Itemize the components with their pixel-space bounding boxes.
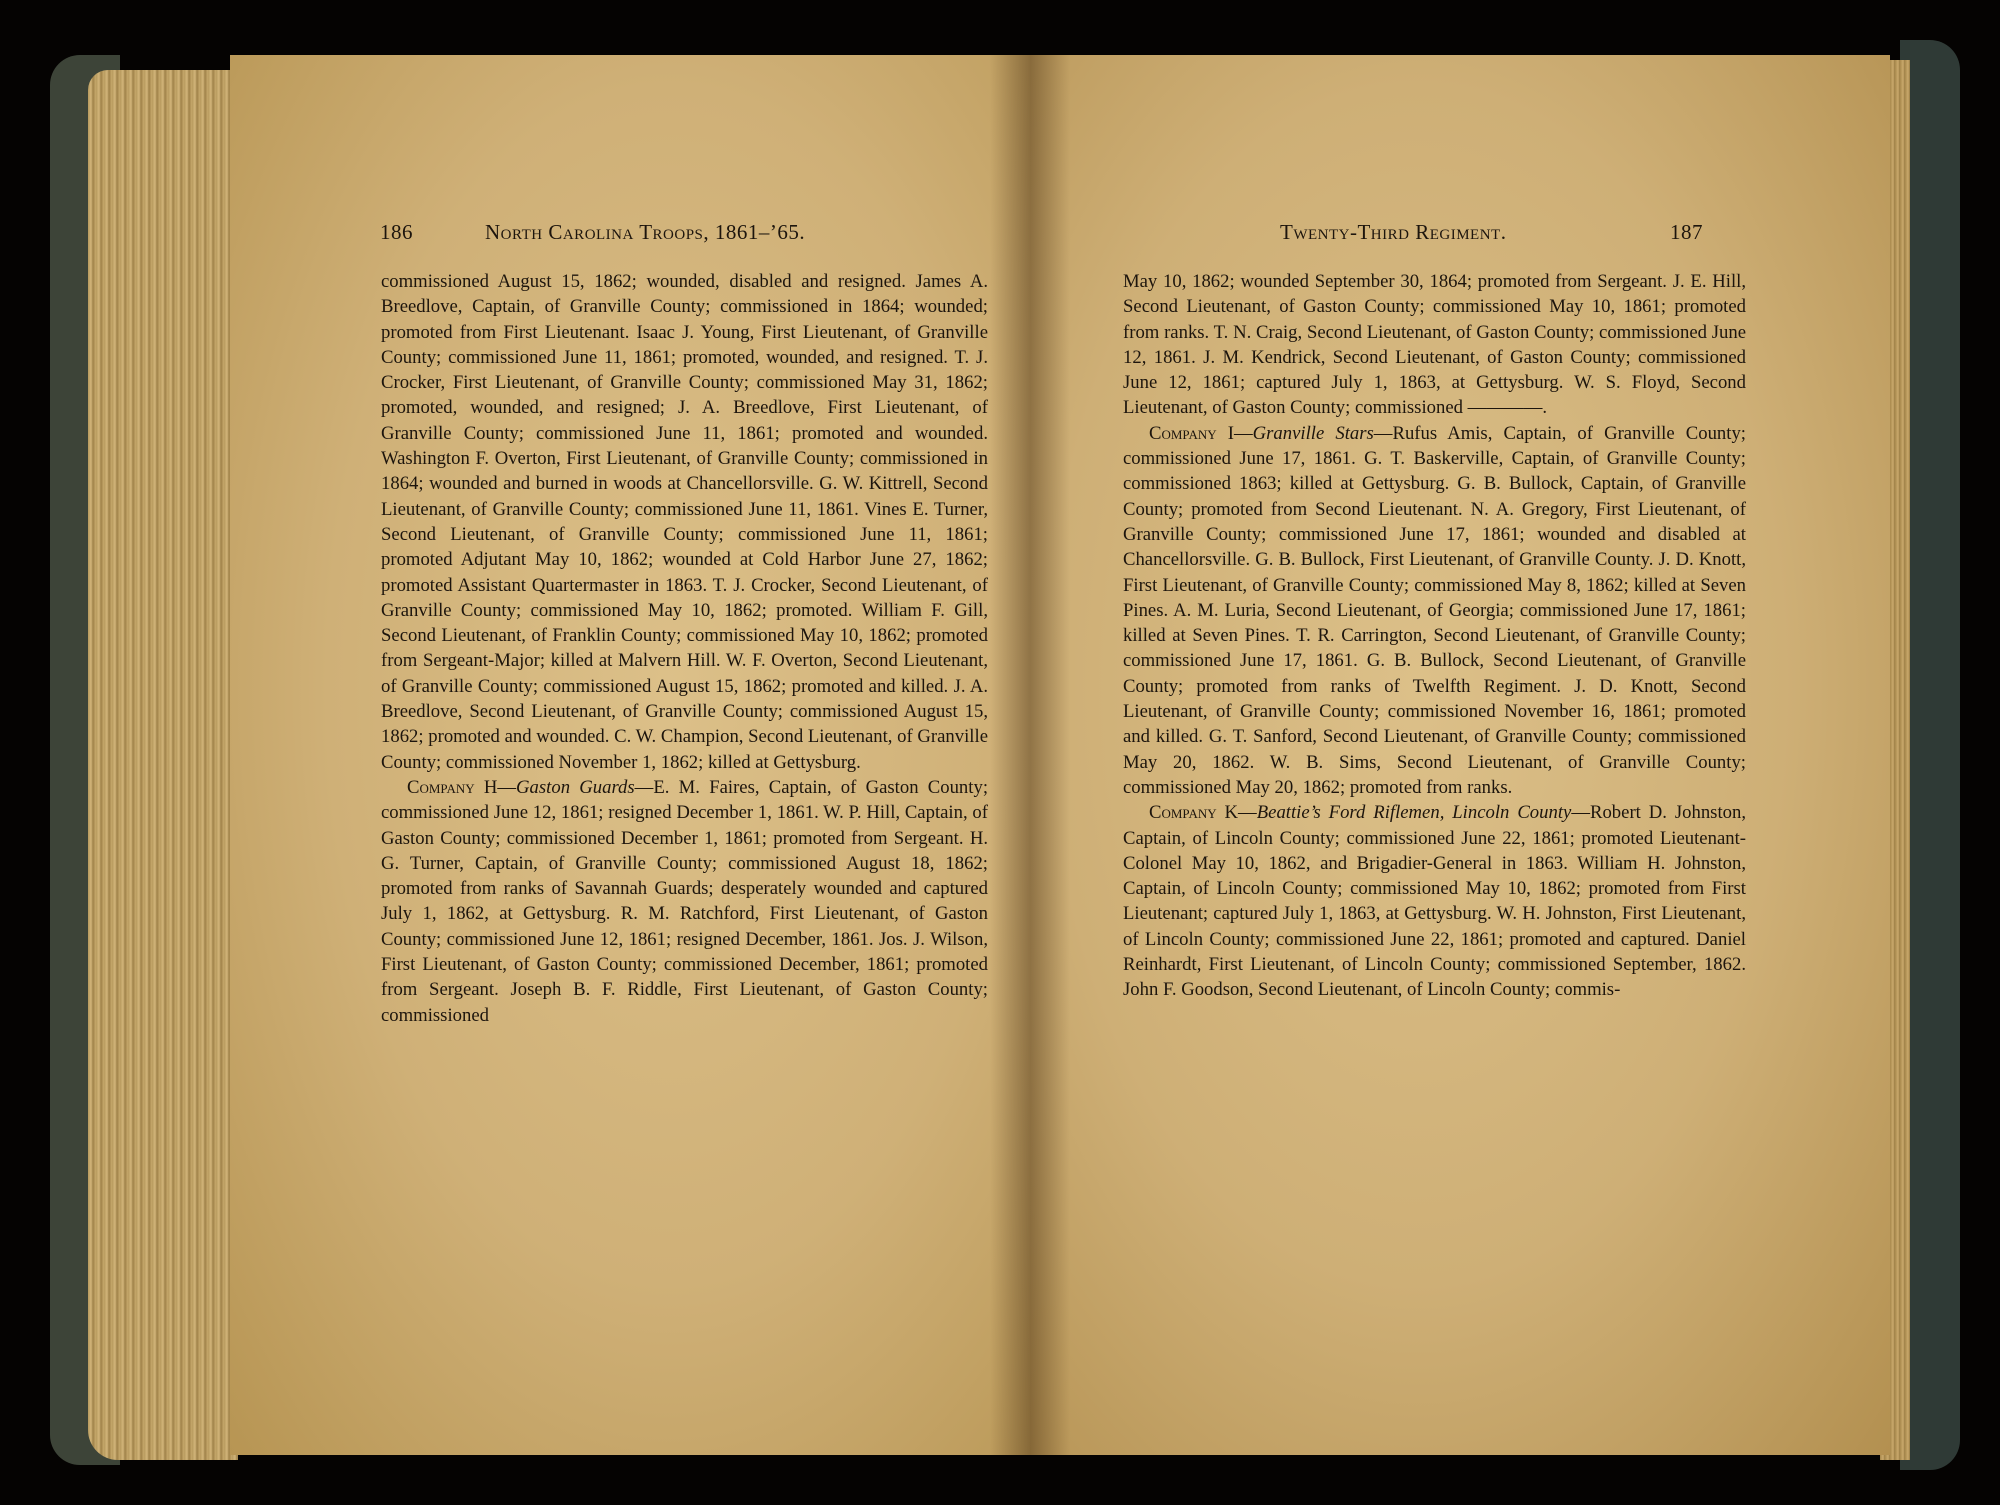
company-label: Company H— (407, 776, 517, 798)
paragraph-company-h: Company H—Gaston Guards—E. M. Faires, Captain, of Gaston County; commissioned June 12, 1861; resigned December 1, 1861. W. P. Hill, Captain, of Gaston County; commissioned December 1, 1861; promoted from Sergeant. H. G. Turner, Captain, of Granville County; commissioned August 18, 1862; promoted from ranks of Savannah Guards; desperately wounded and captured July 1, 1862, at Gettysburg. R. M. Ratchford, First Lieutenant, of Gaston County; commissioned June 12, 1861; resigned December, 1861. Jos. J. Wilson, First Lieutenant, of Gaston County; commissioned December, 1861; promoted from Sergeant. Joseph B. F. Riddle, First Lieutenant, of Gaston County; commissioned (381, 776, 989, 1026)
right-page-number: 187 (1670, 220, 1703, 244)
right-running-head: Twenty-Third Regiment. (1280, 220, 1507, 244)
company-label: Company I— (1149, 422, 1253, 444)
book-gutter (990, 55, 1070, 1455)
left-running-head: North Carolina Troops, 1861–’65. (485, 220, 806, 244)
paragraph-company-k: Company K—Beattie’s Ford Riflemen, Lincoln County—Robert D. Johnston, Captain, of Lincoln County; commissioned June 22, 1861; promoted Lieutenant-Colonel May 10, 1862, and Brigadier-General in 1863. William H. Johnston, Captain, of Lincoln County; commissioned May 10, 1862; promoted from First Lieutenant; captured July 1, 1863, at Gettysburg. W. H. Johnston, First Lieutenant, of Lincoln County; commissioned June 22, 1861; promoted and captured. Daniel Reinhardt, First Lieutenant, of Lincoln County; commissioned September, 1862. John F. Goodson, Second Lieutenant, of Lincoln County; commis- (1123, 802, 1747, 1001)
left-page-edges (88, 70, 238, 1460)
left-page-number: 186 (380, 220, 413, 244)
company-name: Granville Stars (1252, 422, 1374, 444)
left-page (230, 55, 1030, 1455)
right-page-text (1123, 269, 1746, 1003)
paragraph: commissioned August 15, 1862; wounded, disabled and resigned. James A. Breedlove, Captain, of Granville County; commissioned in 1864; wounded; promoted from First Lieutenant. Isaac J. Young, First Lieutenant, of Granville County; commissioned June 11, 1861; promoted, wounded, and resigned. T. J. Crocker, First Lieutenant, of Granville County; commissioned May 31, 1862; promoted, wounded, and resigned; J. A. Breedlove, First Lieutenant, of Granville County; commissioned June 11, 1861; promoted and wounded. Washington F. Overton, First Lieutenant, of Granville County; commissioned in 1864; wounded and burned in woods at Chancellorsville. G. W. Kittrell, Second Lieutenant, of Granville County; commissioned June 11, 1861. Vines E. Turner, Second Lieutenant, of Granville County; commissioned June 11, 1861; promoted Adjutant May 10, 1862; wounded at Cold Harbor June 27, 1862; promoted Assistant Quartermaster in 1863. T. J. Crocker, Second Lieutenant, of Granville County; commissioned May 10, 1862; promoted. William F. Gill, Second Lieutenant, of Franklin County; commissioned May 10, 1862; promoted from Sergeant-Major; killed at Malvern Hill. W. F. Overton, Second Lieutenant, of Granville County; commissioned August 15, 1862; promoted and killed. J. A. Breedlove, Second Lieutenant, of Granville County; commissioned August 15, 1862; promoted and wounded. C. W. Champion, Second Lieutenant, of Granville County; commissioned November 1, 1862; killed at Gettysburg. (381, 271, 988, 773)
left-page-text (381, 269, 988, 1028)
paragraph: May 10, 1862; wounded September 30, 1864; promoted from Sergeant. J. E. Hill, Second Lieutenant, of Gaston County; commissioned May 10, 1861; promoted from ranks. T. N. Craig, Second Lieutenant, of Gaston County; commissioned June 12, 1861. J. M. Kendrick, Second Lieutenant, of Gaston County; commissioned June 12, 1861; captured July 1, 1863, at Gettysburg. W. S. Floyd, Second Lieutenant, of Gaston County; commissioned ————. (1123, 271, 1746, 419)
right-page (1030, 55, 1890, 1455)
paragraph-company-i: Company I—Granville Stars—Rufus Amis, Captain, of Granville County; commissioned June 17, 1861. G. T. Baskerville, Captain, of Granville County; commissioned 1863; killed at Gettysburg. G. B. Bullock, Captain, of Granville County; promoted from Second Lieutenant. N. A. Gregory, First Lieutenant, of Granville County; commissioned June 17, 1861; wounded and disabled at Chancellorsville. G. B. Bullock, First Lieutenant, of Granville County. J. D. Knott, First Lieutenant, of Granville County; commissioned May 8, 1862; killed at Seven Pines. A. M. Luria, Second Lieutenant, of Georgia; commissioned June 17, 1861; killed at Seven Pines. T. R. Carrington, Second Lieutenant, of Granville County; commissioned June 17, 1861. G. B. Bullock, Second Lieutenant, of Granville County; promoted from ranks of Twelfth Regiment. J. D. Knott, Second Lieutenant, of Granville County; commissioned November 16, 1861; promoted and killed. G. T. Sanford, Second Lieutenant, of Granville County; commissioned May 20, 1862. W. B. Sims, Second Lieutenant, of Granville County; commissioned May 20, 1862; promoted from ranks. (1123, 422, 1746, 798)
company-label: Company K— (1149, 802, 1257, 824)
company-name: Gaston Guards (516, 776, 635, 798)
company-name: Beattie’s Ford Riflemen, Lincoln County (1256, 802, 1572, 824)
